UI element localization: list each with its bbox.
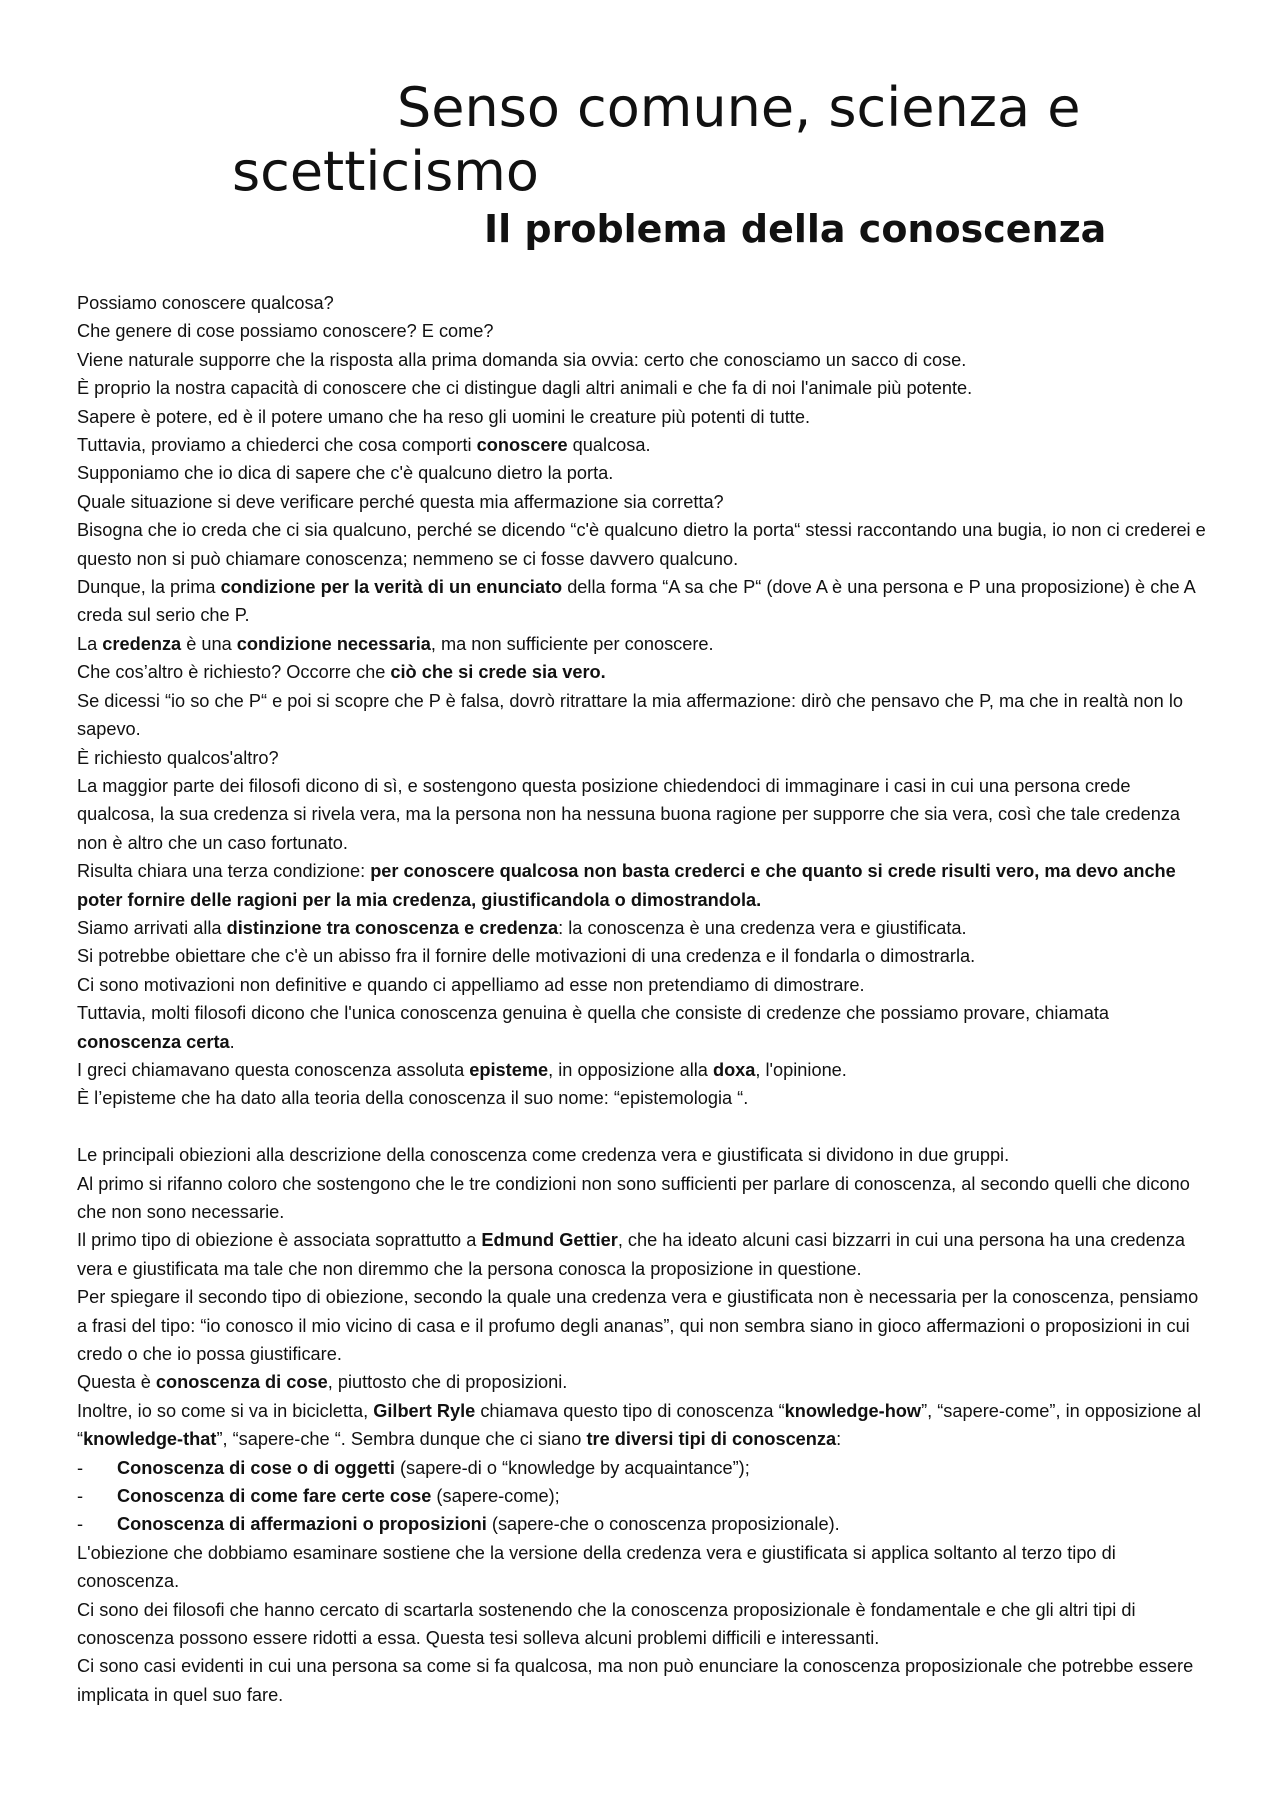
text-run: Tuttavia, proviamo a chiederci che cosa comporti (77, 435, 477, 456)
paragraph: Se dicessi “io so che P“ e poi si scopre che P è falsa, dovrò ritrattare la mia affermazione: dirò che pensavo che P, ma che in realtà non lo sapevo. (77, 690, 1183, 740)
bold-term: Gilbert Ryle (373, 1400, 476, 1421)
bold-term: condizione necessaria (236, 633, 431, 654)
paragraph (77, 1397, 1212, 1454)
text-run: della forma “A sa che P“ (dove A è una persona e P una proposizione) è che A creda sul serio che P. (77, 577, 1195, 626)
text-run: Risulta chiara una terza condizione: (77, 861, 371, 882)
bold-term: doxa (712, 1059, 756, 1080)
paragraph: Possiamo conoscere qualcosa? (77, 293, 334, 313)
paragraph: Sapere è potere, ed è il potere umano che ha reso gli uomini le creature più potenti di tutte. (77, 406, 811, 427)
paragraph: Supponiamo che io dica di sapere che c'è qualcuno dietro la porta. (77, 463, 614, 484)
text-run: Inoltre, io so come si va in bicicletta, (77, 1400, 374, 1421)
title-line-2: scetticismo (232, 140, 539, 203)
bold-term: Edmund Gettier (481, 1230, 618, 1251)
text-run: è una (181, 633, 237, 654)
text-run: Questa è (77, 1372, 156, 1393)
text-run: , in opposizione alla (548, 1059, 713, 1080)
paragraph-gap (77, 1113, 1212, 1141)
paragraph: Che genere di cose possiamo conoscere? E come? (77, 321, 494, 342)
bold-term: conoscenza certa (77, 1031, 230, 1052)
text-run: (sapere-che o conoscenza proposizionale). (486, 1514, 840, 1535)
bold-term: credenza (102, 633, 182, 654)
paragraph (77, 573, 1212, 630)
bold-term: Conoscenza di cose o di oggetti (117, 1457, 395, 1478)
paragraph: È proprio la nostra capacità di conoscere che ci distingue dagli altri animali e che fa di noi l'animale più potente. (77, 378, 973, 399)
list-dash: - (77, 1457, 84, 1478)
bold-term: episteme (469, 1059, 549, 1080)
paragraph: La maggior parte dei filosofi dicono di sì, e sostengono questa posizione chiedendoci di immaginare i casi in cui una persona crede qualcosa, la sua credenza si rivela vera, ma la persona non ha nessuna buona ragione per supporre che sia vera, così che tale credenza non è altro che un caso fortunato. (77, 775, 1181, 853)
paragraph (77, 1056, 1212, 1084)
paragraph (77, 431, 1212, 459)
bold-term: tre diversi tipi di conoscenza (586, 1429, 837, 1450)
title-line-1: Senso comune, scienza e (397, 76, 1081, 139)
list-dash: - (77, 1514, 84, 1535)
text-run: , l'opinione. (755, 1059, 847, 1080)
list-dash: - (77, 1486, 84, 1507)
paragraph: Bisogna che io creda che ci sia qualcuno, perché se dicendo “c'è qualcuno dietro la porta“ stessi raccontando una bugia, io non ci crederei e questo non si può chiamare conoscenza; nemmeno se ci fosse davvero qualcuno. (77, 520, 1206, 569)
text-run: ”, “sapere-che “. Sembra dunque che ci siano (216, 1429, 587, 1450)
text-run: I greci chiamavano questa conoscenza assoluta (77, 1059, 470, 1080)
text-run: Dunque, la prima (77, 577, 221, 598)
paragraph (77, 1226, 1212, 1283)
text-run: (sapere-di o “knowledge by acquaintance”); (394, 1457, 750, 1478)
list-item (77, 1510, 1212, 1538)
paragraph (77, 999, 1212, 1056)
text-run: , che ha ideato alcuni casi bizzarri in cui una persona ha una credenza vera e giustificata ma tale che non diremmo che la persona conosca la proposizione in questione. (77, 1230, 1186, 1279)
list-item (77, 1454, 1212, 1482)
paragraph: Le principali obiezioni alla descrizione della conoscenza come credenza vera e giustificata si dividono in due gruppi. (77, 1145, 1010, 1166)
bold-term: ciò che si crede sia vero. (390, 662, 606, 683)
text-run: chiamava questo tipo di conoscenza “ (475, 1400, 785, 1421)
paragraph (77, 1368, 1212, 1396)
paragraph (77, 857, 1212, 914)
text-run: , ma non sufficiente per conoscere. (430, 633, 714, 654)
bold-term: per conoscere qualcosa non basta crederci e che quanto si crede risulti vero, ma devo anche poter fornire delle ragioni per la mia credenza, giustificandola o dimostrandola. (77, 861, 1176, 910)
paragraph: Si potrebbe obiettare che c'è un abisso fra il fornire delle motivazioni di una credenza e il fondarla o dimostrarla. (77, 946, 976, 967)
bold-term: distinzione tra conoscenza e credenza (226, 917, 559, 938)
paragraph (77, 914, 1212, 942)
bold-term: conoscere (476, 435, 568, 456)
paragraph: Ci sono motivazioni non definitive e quando ci appelliamo ad esse non pretendiamo di dimostrare. (77, 974, 865, 995)
paragraph (77, 658, 1212, 686)
text-run: . (229, 1031, 235, 1052)
document-subtitle: Il problema della conoscenza (484, 207, 1107, 251)
text-run: Siamo arrivati alla (77, 917, 227, 938)
text-run: : (836, 1429, 842, 1450)
paragraph: Viene naturale supporre che la risposta alla prima domanda sia ovvia: certo che conosciamo un sacco di cose. (77, 349, 967, 370)
text-run: qualcosa. (567, 435, 651, 456)
text-run: Tuttavia, molti filosofi dicono che l'unica conoscenza genuina è quella che consiste di credenze che possiamo provare, chiamata (77, 1003, 1109, 1024)
paragraph (77, 630, 1212, 658)
paragraph: Quale situazione si deve verificare perché questa mia affermazione sia corretta? (77, 491, 724, 512)
bold-term: Conoscenza di come fare certe cose (117, 1486, 432, 1507)
text-run: (sapere-come); (431, 1486, 560, 1507)
text-run: Che cos’altro è richiesto? Occorre che (77, 662, 391, 683)
text-run: La (77, 633, 103, 654)
document-body (77, 289, 1212, 1709)
paragraph: È l’episteme che ha dato alla teoria della conoscenza il suo nome: “epistemologia “. (77, 1088, 749, 1109)
bold-term: Conoscenza di affermazioni o proposizioni (117, 1514, 487, 1535)
paragraph: L'obiezione che dobbiamo esaminare sostiene che la versione della credenza vera e giustificata si applica soltanto al terzo tipo di conoscenza. (77, 1542, 1116, 1592)
bold-term: knowledge-that (83, 1429, 217, 1450)
text-run: ”, “sapere-come”, in opposizione al “ (77, 1400, 1202, 1450)
text-run: , piuttosto che di proposizioni. (327, 1372, 568, 1393)
paragraph: Ci sono dei filosofi che hanno cercato di scartarla sostenendo che la conoscenza proposizionale è fondamentale e che gli altri tipi di conoscenza possono essere ridotti a essa. Questa tesi solleva alcuni problemi difficili e interessanti. (77, 1599, 1136, 1649)
paragraph: Al primo si rifanno coloro che sostengono che le tre condizioni non sono sufficienti per parlare di conoscenza, al secondo quelli che dicono che non sono necessarie. (77, 1173, 1190, 1222)
paragraph: Ci sono casi evidenti in cui una persona sa come si fa qualcosa, ma non può enunciare la conoscenza proposizionale che potrebbe essere implicata in quel suo fare. (77, 1656, 1194, 1705)
bold-term: knowledge-how (784, 1400, 922, 1421)
paragraph: Per spiegare il secondo tipo di obiezione, secondo la quale una credenza vera e giustificata non è necessaria per la conoscenza, pensiamo a frasi del tipo: “io conosco il mio vicino di casa e il profumo degli ananas”, qui non sembra siano in gioco affermazioni o proposizioni in cui credo o che io possa giustificare. (77, 1287, 1199, 1365)
text-run: : la conoscenza è una credenza vera e giustificata. (558, 917, 967, 938)
bold-term: condizione per la verità di un enunciato (220, 577, 563, 598)
bold-term: conoscenza di cose (155, 1372, 328, 1393)
text-run: Il primo tipo di obiezione è associata soprattutto a (77, 1230, 482, 1251)
list-item (77, 1482, 1212, 1510)
paragraph: È richiesto qualcos'altro? (77, 747, 279, 768)
